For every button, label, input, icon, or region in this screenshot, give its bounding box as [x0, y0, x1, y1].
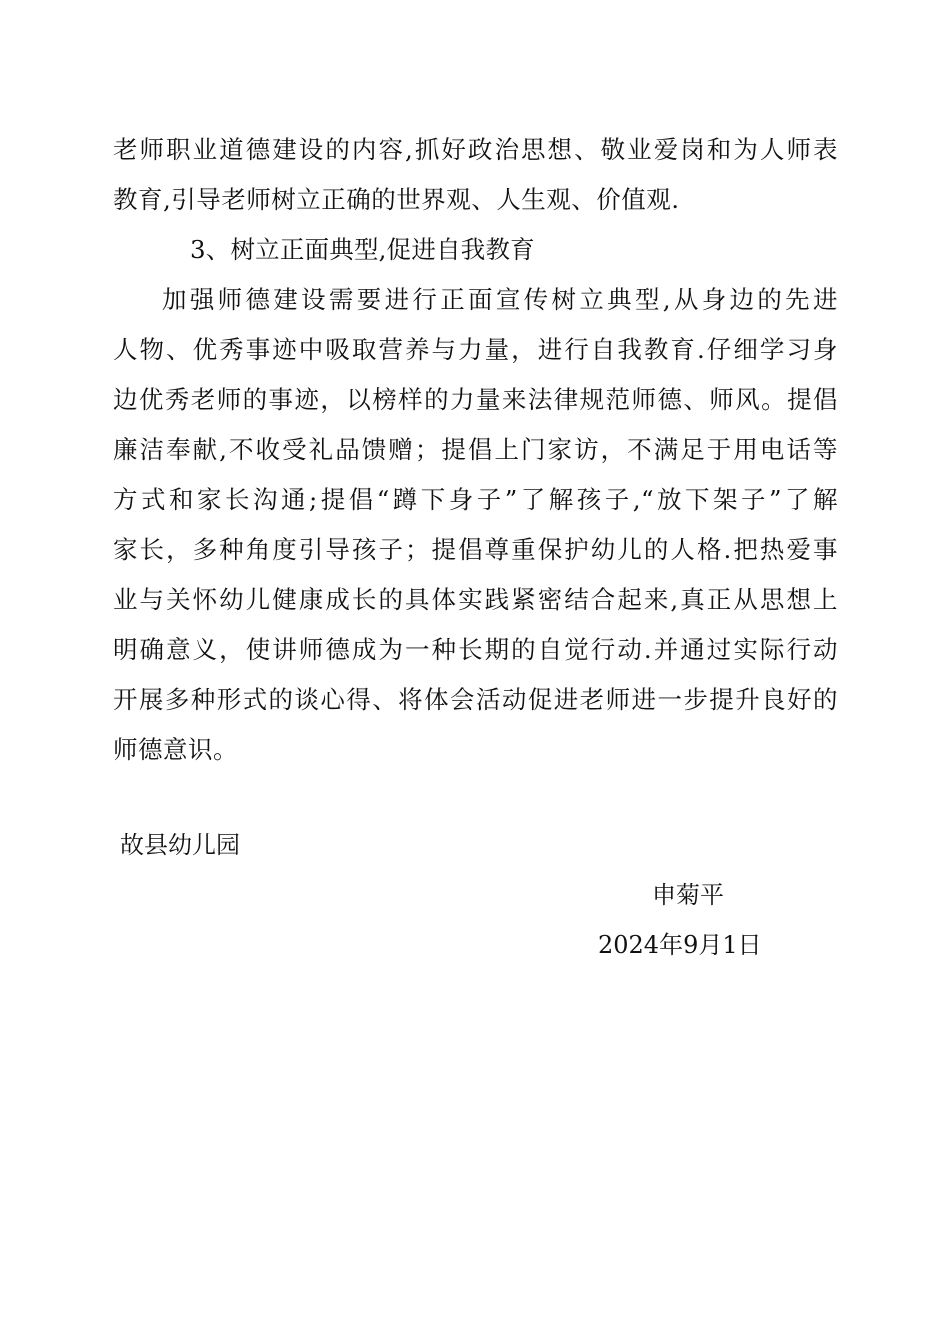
organization-name: 故县幼儿园: [120, 831, 240, 859]
body-line: 教育,引导老师树立正确的世界观、人生观、价值观.: [113, 185, 680, 214]
body-line: 开展多种形式的谈心得、将体会活动促进老师进一步提升良好的: [113, 685, 838, 714]
body-line: 业与关怀幼儿健康成长的具体实践紧密结合起来,真正从思想上: [113, 585, 838, 614]
body-line: 加强师德建设需要进行正面宣传树立典型,从身边的先进: [162, 285, 838, 314]
body-line: 明确意义，使讲师德成为一种长期的自觉行动.并通过实际行动: [113, 635, 838, 664]
body-line: 人物、优秀事迹中吸取营养与力量，进行自我教育.仔细学习身: [113, 335, 838, 364]
section-heading: 3、树立正面典型,促进自我教育: [190, 235, 535, 264]
signer-name: 申菊平: [652, 881, 724, 909]
body-line: 廉洁奉献,不收受礼品馈赠；提倡上门家访，不满足于用电话等: [113, 435, 838, 464]
signature-date: 2024年9月1日: [598, 931, 762, 959]
body-line: 家长，多种角度引导孩子；提倡尊重保护幼儿的人格.把热爱事: [113, 535, 838, 564]
body-line: 师德意识。: [113, 735, 238, 764]
body-line: 老师职业道德建设的内容,抓好政治思想、敬业爱岗和为人师表: [113, 135, 838, 164]
body-line: 方式和家长沟通;提倡“蹲下身子”了解孩子,“放下架子”了解: [113, 485, 838, 514]
body-line: 边优秀老师的事迹，以榜样的力量来法律规范师德、师风。提倡: [113, 385, 838, 414]
